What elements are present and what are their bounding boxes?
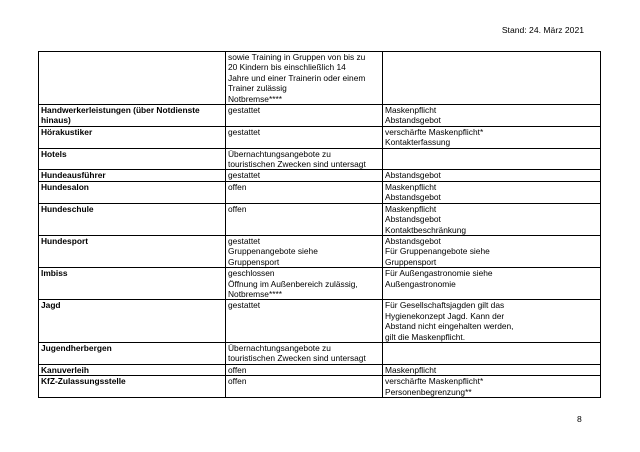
rules-line: Abstandsgebot (385, 214, 441, 225)
rules-cell (383, 148, 601, 170)
table-row (39, 148, 601, 170)
status-line: offen (228, 181, 247, 192)
status-line: Trainer zulässig (228, 83, 287, 94)
rules-line: Hygienekonzept Jagd. Kann der (385, 310, 505, 321)
table-row (39, 170, 601, 181)
page-number: 8 (577, 414, 582, 424)
facility-name-cell: Hörakustiker (39, 126, 226, 148)
status-line: sowie Training in Gruppen von bis zu (228, 52, 366, 62)
table-row (39, 235, 601, 267)
table-row (39, 300, 601, 343)
facility-name-cell: Hundesport (39, 235, 226, 267)
facility-name-cell: Handwerkerleistungen (über Notdienste hinaus) (39, 105, 226, 127)
rules-cell (383, 268, 601, 300)
rules-cell (383, 126, 601, 148)
rules-cell (383, 181, 601, 203)
rules-line: Maskenpflicht (385, 105, 437, 116)
table-row (39, 364, 601, 375)
rules-cell (383, 203, 601, 235)
status-line: Übernachtungsangebote zu (228, 342, 331, 353)
status-line: gestattet (228, 126, 261, 137)
table-row (39, 52, 601, 105)
status-cell (226, 300, 383, 343)
rules-line: Außengastronomie (385, 278, 456, 289)
rules-line: Personenbegrenzung** (385, 386, 472, 397)
status-cell (226, 148, 383, 170)
table-row (39, 342, 601, 364)
status-line: Jahre und einer Trainerin oder einem (228, 72, 366, 83)
rules-line: Für Außengastronomie siehe (385, 268, 493, 279)
rules-line: Abstandsgebot (385, 192, 441, 203)
rules-cell (383, 105, 601, 127)
status-line: gestattet (228, 235, 261, 246)
rules-line: Maskenpflicht (385, 364, 437, 375)
status-line: Übernachtungsangebote zu (228, 148, 331, 159)
rules-line: Abstand nicht eingehalten werden, (385, 321, 514, 332)
status-line: gestattet (228, 300, 261, 311)
status-cell (226, 203, 383, 235)
table-row (39, 268, 601, 300)
status-line: touristischen Zwecken sind untersagt (228, 159, 366, 170)
rules-line: verschärfte Maskenpflicht* (385, 376, 484, 387)
regulations-table (38, 51, 601, 398)
status-line: Gruppensport (228, 256, 280, 267)
status-cell (226, 376, 383, 398)
status-cell (226, 170, 383, 181)
rules-cell (383, 170, 601, 181)
status-line: Notbremse**** (228, 288, 282, 299)
status-line: Gruppenangebote siehe (228, 246, 318, 257)
table-row (39, 203, 601, 235)
facility-name-cell: Hundeausführer (39, 170, 226, 181)
rules-line: Für Gruppenangebote siehe (385, 246, 490, 257)
rules-line: verschärfte Maskenpflicht* (385, 126, 484, 137)
facility-name-cell (39, 52, 226, 105)
facility-name-cell: Jagd (39, 300, 226, 343)
status-cell (226, 342, 383, 364)
facility-name-cell: Kanuverleih (39, 364, 226, 375)
facility-name-cell: Hundesalon (39, 181, 226, 203)
table-row (39, 105, 601, 127)
status-cell (226, 105, 383, 127)
facility-name-cell: Imbiss (39, 268, 226, 300)
status-line: 20 Kindern bis einschließlich 14 (228, 62, 346, 73)
status-line: Öffnung im Außenbereich zulässig, (228, 278, 358, 289)
status-line: gestattet (228, 105, 261, 116)
status-line: offen (228, 203, 247, 214)
rules-line: Abstandsgebot (385, 235, 441, 246)
status-line: Notbremse**** (228, 93, 282, 104)
rules-line: Kontaktbeschränkung (385, 224, 467, 235)
facility-name-cell: Hundeschule (39, 203, 226, 235)
status-cell (226, 126, 383, 148)
status-cell (226, 235, 383, 267)
regulations-table-body (39, 52, 601, 398)
status-line: offen (228, 364, 247, 375)
status-line: offen (228, 376, 247, 387)
rules-line: Maskenpflicht (385, 181, 437, 192)
table-row (39, 376, 601, 398)
rules-cell (383, 364, 601, 375)
facility-name-cell: Hotels (39, 148, 226, 170)
rules-line: Kontakterfassung (385, 137, 451, 148)
rules-cell (383, 376, 601, 398)
status-cell (226, 181, 383, 203)
rules-line: Für Gesellschaftsjagden gilt das (385, 300, 505, 311)
rules-line: Abstandsgebot (385, 170, 441, 181)
rules-cell (383, 52, 601, 105)
facility-name-cell: KfZ-Zulassungsstelle (39, 376, 226, 398)
rules-cell (383, 235, 601, 267)
rules-cell (383, 300, 601, 343)
rules-line: gilt die Maskenpflicht. (385, 331, 466, 342)
rules-line: Abstandsgebot (385, 115, 441, 126)
stand-date: Stand: 24. März 2021 (501, 25, 584, 35)
status-cell (226, 364, 383, 375)
status-line: touristischen Zwecken sind untersagt (228, 353, 366, 364)
status-cell (226, 52, 383, 105)
rules-line: Gruppensport (385, 256, 437, 267)
facility-name-cell: Jugendherbergen (39, 342, 226, 364)
status-line: geschlossen (228, 268, 275, 279)
status-line: gestattet (228, 170, 261, 181)
table-row (39, 126, 601, 148)
status-cell (226, 268, 383, 300)
rules-line: Maskenpflicht (385, 203, 437, 214)
table-row (39, 181, 601, 203)
rules-cell (383, 342, 601, 364)
